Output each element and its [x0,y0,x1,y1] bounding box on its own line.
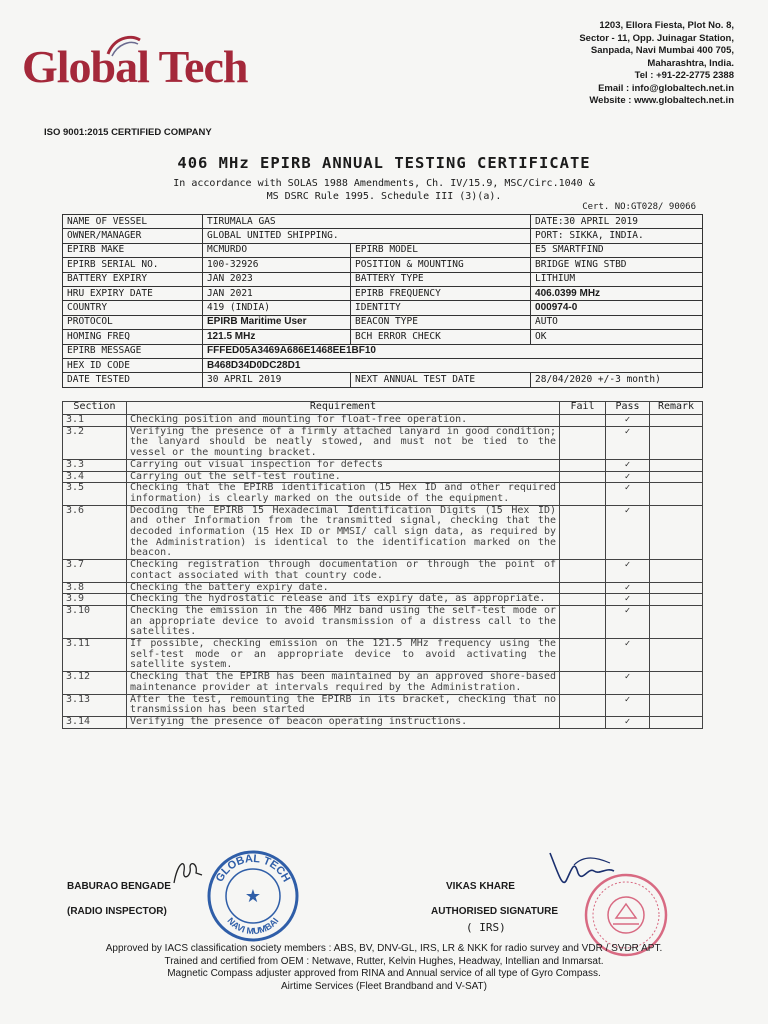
section-number: 3.12 [63,672,127,694]
footer-line: Airtime Services (Fleet Brandband and V-SAT) [280,980,487,992]
section-number: 3.11 [63,639,127,672]
section-number: 3.2 [63,426,127,459]
requirement-text: Checking that the EPIRB identification (15 Hex ID and other required information) is clearly marked on the outside of the equipment. [127,483,560,505]
field-label: EPIRB SERIAL NO. [63,258,203,272]
field-label: DATE TESTED [63,373,203,387]
remark-cell [650,672,703,694]
pass-checkmark: ✓ [606,605,650,638]
field-label: BCH ERROR CHECK [351,330,531,344]
field-label: HEX ID CODE [63,358,203,372]
fail-cell [560,415,606,427]
field-label: PROTOCOL [63,315,203,329]
field-value: AUTO [531,315,703,329]
requirement-text: Carrying out visual inspection for defects [127,459,560,471]
requirement-text: Checking registration through documentation or through the point of contact associated with that country code. [127,560,560,582]
requirement-text: Carrying out the self-test routine. [127,471,560,483]
section-number: 3.9 [63,594,127,606]
pass-checkmark: ✓ [606,426,650,459]
field-label: POSITION & MOUNTING [351,258,531,272]
requirement-row [63,582,703,594]
field-value: MCMURDO [203,243,351,257]
signatory-name: VIKAS KHARE [446,881,515,892]
field-value: 419 (INDIA) [203,301,351,315]
field-value: 000974-0 [531,301,703,315]
fail-cell [560,560,606,582]
section-number: 3.6 [63,505,127,560]
footer-accreditations [0,943,768,993]
address-line: Sanpada, Navi Mumbai 400 705, [590,45,734,56]
requirement-row [63,716,703,728]
field-label: OWNER/MANAGER [63,229,203,243]
table-row [63,358,703,372]
company-logo: Global Tech [22,41,248,92]
remark-cell [650,560,703,582]
field-value: JAN 2021 [203,286,351,300]
requirement-text: After the test, remounting the EPIRB in its bracket, checking that no transmission has been started [127,694,560,716]
field-value: TIRUMALA GAS [203,215,531,229]
table-row [63,330,703,344]
fail-cell [560,459,606,471]
certificate-number: Cert. NO:GT028/ 90066 [582,202,696,212]
fail-cell [560,605,606,638]
section-number: 3.5 [63,483,127,505]
section-number: 3.4 [63,471,127,483]
field-label: BEACON TYPE [351,315,531,329]
field-value: DATE:30 APRIL 2019 [531,215,703,229]
table-row [63,272,703,286]
requirement-text: Checking position and mounting for float-free operation. [127,415,560,427]
table-row [63,315,703,329]
requirements-table [62,401,703,729]
field-value: EPIRB Maritime User [203,315,351,329]
company-seal-icon [205,848,301,944]
column-header-fail: Fail [560,402,606,415]
field-label: EPIRB MESSAGE [63,344,203,358]
subtitle-line: MS DSRC Rule 1995. Schedule III (3)(a). [266,191,502,202]
requirement-row [63,426,703,459]
requirement-row [63,639,703,672]
table-row [63,229,703,243]
address-line: Maharashtra, India. [647,57,734,69]
table-row [63,215,703,229]
address-line: 1203, Ellora Fiesta, Plot No. 8, [599,20,734,31]
signatory-org: ( IRS) [466,921,506,934]
requirement-row [63,605,703,638]
requirement-row [63,483,703,505]
remark-cell [650,605,703,638]
section-number: 3.14 [63,716,127,728]
fail-cell [560,471,606,483]
field-value: PORT: SIKKA, INDIA. [531,229,703,243]
fail-cell [560,672,606,694]
fail-cell [560,426,606,459]
seal-text-top: GLOBAL TECH [213,852,293,885]
table-row [63,344,703,358]
address-line: Sector - 11, Opp. Juinagar Station, [579,32,734,44]
column-header-remark: Remark [650,402,703,415]
field-value: BRIDGE WING STBD [531,258,703,272]
svg-text:NAVI MUMBAI [225,916,280,937]
field-label: HOMING FREQ [63,330,203,344]
inspector-signature-icon [168,855,208,889]
requirement-text: Verifying the presence of beacon operating instructions. [127,716,560,728]
fail-cell [560,582,606,594]
inspector-name: BABURAO BENGADE [67,881,171,892]
requirement-text: Checking the emission in the 406 MHz band using the self-test mode or an appropriate device to avoid transmission of a distress call to the satellites. [127,605,560,638]
remark-cell [650,505,703,560]
column-header-section: Section [63,402,127,415]
field-label: COUNTRY [63,301,203,315]
remark-cell [650,471,703,483]
field-value: 30 APRIL 2019 [203,373,351,387]
field-label: EPIRB MODEL [351,243,531,257]
field-value: 406.0399 MHz [531,286,703,300]
iso-certification: ISO 9001:2015 CERTIFIED COMPANY [44,127,212,138]
pass-checkmark: ✓ [606,639,650,672]
fail-cell [560,483,606,505]
subtitle-line: In accordance with SOLAS 1988 Amendments, Ch. IV/15.9, MSC/Circ.1040 & [173,178,595,189]
table-header-row [63,402,703,415]
requirement-row [63,505,703,560]
field-value: FFFED05A3469A686E1468EE1BF10 [203,344,703,358]
field-label: BATTERY TYPE [351,272,531,286]
certificate-title: 406 MHz EPIRB ANNUAL TESTING CERTIFICATE [177,154,591,172]
field-label: NAME OF VESSEL [63,215,203,229]
inspector-title: (RADIO INSPECTOR) [67,906,167,917]
requirement-text: Checking the hydrostatic release and its expiry date, as appropriate. [127,594,560,606]
field-label: EPIRB FREQUENCY [351,286,531,300]
field-label: EPIRB MAKE [63,243,203,257]
requirement-row [63,594,703,606]
fail-cell [560,594,606,606]
column-header-pass: Pass [606,402,650,415]
pass-checkmark: ✓ [606,694,650,716]
remark-cell [650,415,703,427]
column-header-requirement: Requirement [127,402,560,415]
phone-line: Tel : +91-22-2775 2388 [634,70,734,81]
remark-cell [650,694,703,716]
email-line: Email : info@globaltech.net.in [598,82,734,94]
company-address [579,20,734,108]
section-number: 3.13 [63,694,127,716]
field-label: BATTERY EXPIRY [63,272,203,286]
requirement-row [63,560,703,582]
table-row [63,301,703,315]
requirement-text: Verifying the presence of a firmly attached lanyard in good condition; the lanyard should be neatly stowed, and must not be tied to the vessel or the mounting bracket. [127,426,560,459]
remark-cell [650,426,703,459]
section-number: 3.3 [63,459,127,471]
pass-checkmark: ✓ [606,459,650,471]
pass-checkmark: ✓ [606,415,650,427]
remark-cell [650,716,703,728]
field-value: B468D34D0DC28D1 [203,358,703,372]
requirement-text: Checking the battery expiry date. [127,582,560,594]
pass-checkmark: ✓ [606,505,650,560]
footer-line: Trained and certified from OEM : Netwave, Rutter, Kelvin Hughes, Headway, Intellian and Inmarsat. [164,955,604,967]
section-number: 3.10 [63,605,127,638]
remark-cell [650,594,703,606]
table-row [63,286,703,300]
requirement-row [63,415,703,427]
section-number: 3.1 [63,415,127,427]
remark-cell [650,483,703,505]
website-line: Website : www.globaltech.net.in [589,95,734,106]
fail-cell [560,505,606,560]
requirement-text: Checking that the EPIRB has been maintained by an approved shore-based maintenance provider at intervals required by the Administration. [127,672,560,694]
requirement-text: Decoding the EPIRB 15 Hexadecimal Identification Digits (15 Hex ID) and other Information from the transmitted signal, checking that the decoded information (15 Hex ID or MMSI/ call sign data, as required by the Administration) is identical to the identification marked on the beacon. [127,505,560,560]
requirement-text: If possible, checking emission on the 121.5 MHz frequency using the self-test mode or an appropriate device to avoid activating the satellite system. [127,639,560,672]
pass-checkmark: ✓ [606,716,650,728]
remark-cell [650,459,703,471]
field-label: IDENTITY [351,301,531,315]
pass-checkmark: ✓ [606,582,650,594]
signatory-title: AUTHORISED SIGNATURE [431,906,559,917]
field-value: 28/04/2020 +/-3 month) [531,373,703,387]
field-label: NEXT ANNUAL TEST DATE [351,373,531,387]
fail-cell [560,716,606,728]
footer-line: Magnetic Compass adjuster approved from RINA and Annual service of all type of Gyro Compass. [167,968,601,979]
requirement-row [63,694,703,716]
table-row [63,243,703,257]
field-value: OK [531,330,703,344]
svg-text:★: ★ [244,886,262,907]
pass-checkmark: ✓ [606,672,650,694]
field-value: 100-32926 [203,258,351,272]
fail-cell [560,639,606,672]
pass-checkmark: ✓ [606,594,650,606]
certificate-subtitle [0,177,768,203]
vessel-info-table [62,214,703,388]
fail-cell [560,694,606,716]
pass-checkmark: ✓ [606,483,650,505]
field-label: HRU EXPIRY DATE [63,286,203,300]
requirement-row [63,471,703,483]
section-number: 3.7 [63,560,127,582]
field-value: 121.5 MHz [203,330,351,344]
field-value: LITHIUM [531,272,703,286]
pass-checkmark: ✓ [606,560,650,582]
field-value: JAN 2023 [203,272,351,286]
footer-line: Approved by IACS classification society members : ABS, BV, DNV-GL, IRS, LR & NKK for radio survey and VDR / SVDR APT. [105,943,663,954]
section-number: 3.8 [63,582,127,594]
pass-checkmark: ✓ [606,471,650,483]
remark-cell [650,639,703,672]
field-value: GLOBAL UNITED SHIPPING. [203,229,531,243]
table-row [63,373,703,387]
requirement-row [63,459,703,471]
requirement-row [63,672,703,694]
field-value: E5 SMARTFIND [531,243,703,257]
seal-text-bottom: NAVI MUMBAI [225,915,281,937]
remark-cell [650,582,703,594]
table-row [63,258,703,272]
